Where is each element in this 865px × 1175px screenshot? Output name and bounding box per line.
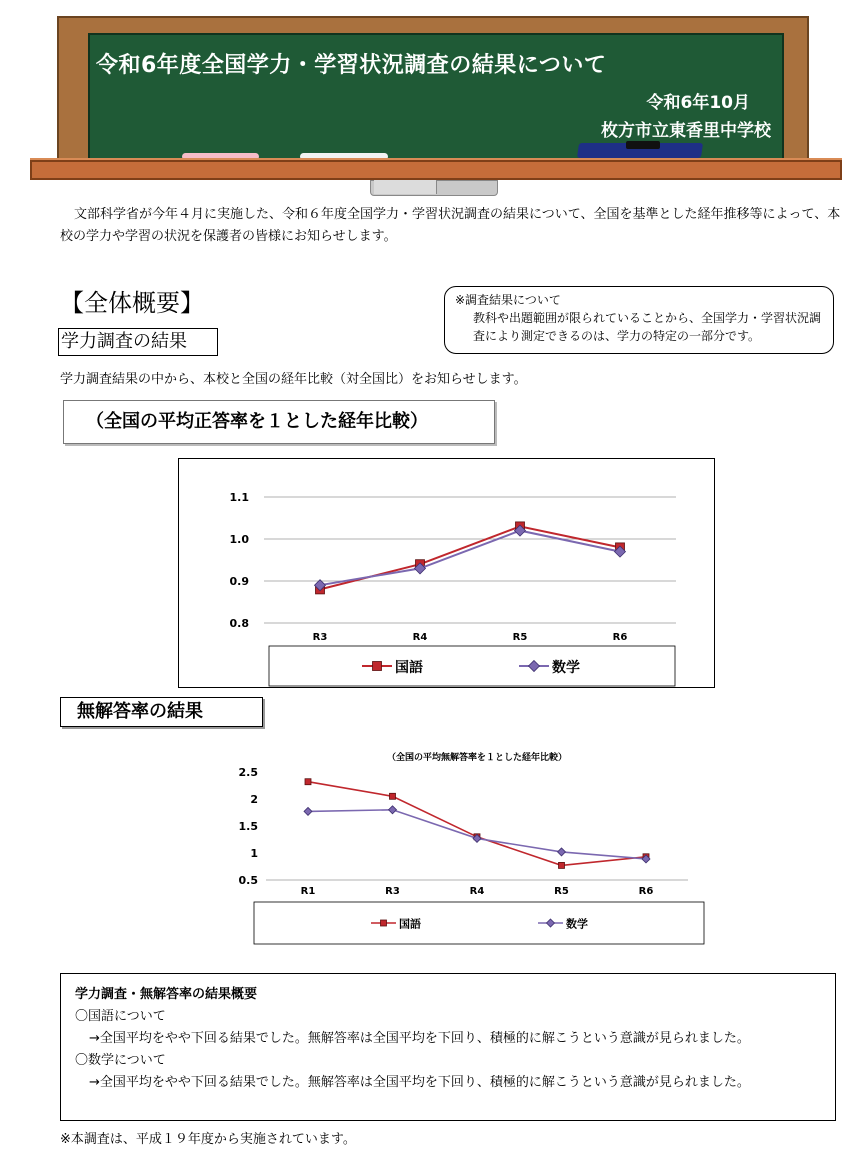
legend-label: 数学 bbox=[552, 660, 580, 676]
x-tick-label: R3 bbox=[312, 632, 328, 643]
no-answer-chart bbox=[178, 737, 710, 945]
summary-title: 学力調査・無解答率の結果概要 bbox=[75, 987, 258, 1002]
footnote: ※本調査は、平成１９年度から実施されています。 bbox=[60, 1132, 356, 1147]
summary-box bbox=[60, 973, 836, 1121]
x-tick-label: R4 bbox=[412, 632, 428, 643]
note-box bbox=[444, 286, 834, 354]
legend-box bbox=[254, 902, 704, 944]
summary-sugaku-head: 〇数学について bbox=[75, 1053, 166, 1068]
legend-marker bbox=[529, 661, 540, 672]
muka-heading: 無解答率の結果 bbox=[60, 697, 263, 727]
overview-heading: 【全体概要】 bbox=[60, 289, 204, 317]
data-point-sugaku bbox=[389, 806, 397, 814]
legend-marker bbox=[547, 919, 555, 927]
data-point-sugaku bbox=[304, 807, 312, 815]
gakuryoku-description: 学力調査結果の中から、本校と全国の経年比較（対全国比）をお知らせします。 bbox=[60, 372, 527, 387]
legend-label: 国語 bbox=[399, 917, 421, 931]
x-tick-label: R6 bbox=[638, 886, 654, 897]
legend-label: 数学 bbox=[566, 917, 588, 931]
x-tick-label: R5 bbox=[554, 886, 569, 897]
y-tick-label: 1.0 bbox=[229, 533, 249, 546]
legend-label: 国語 bbox=[395, 660, 423, 676]
x-tick-label: R1 bbox=[300, 886, 316, 897]
data-point-kokugo bbox=[305, 779, 311, 785]
note-body: 教科や出題範囲が限られていることから、全国学力・学習状況調査により測定できるのは、学力の特定の一部分です。 bbox=[473, 311, 822, 343]
legend-box bbox=[269, 646, 675, 686]
x-tick-label: R6 bbox=[612, 632, 628, 643]
y-tick-label: 2.5 bbox=[238, 766, 258, 779]
data-point-sugaku bbox=[558, 848, 566, 856]
y-tick-label: 2 bbox=[250, 793, 258, 806]
series-line-kokugo bbox=[308, 782, 646, 866]
y-tick-label: 0.9 bbox=[229, 575, 249, 588]
x-tick-label: R5 bbox=[512, 632, 528, 643]
summary-sugaku-body: →全国平均をやや下回る結果でした。無解答率は全国平均を下回り、積極的に解こうという意識が見られました。 bbox=[89, 1075, 750, 1090]
data-point-kokugo bbox=[390, 793, 396, 799]
compare-heading: （全国の平均正答率を１とした経年比較） bbox=[63, 400, 495, 444]
y-tick-label: 1.5 bbox=[238, 820, 258, 833]
legend-marker bbox=[381, 920, 387, 926]
x-tick-label: R4 bbox=[469, 886, 485, 897]
chalk-ledge bbox=[30, 160, 842, 180]
summary-kokugo-body: →全国平均をやや下回る結果でした。無解答率は全国平均を下回り、積極的に解こうという意識が見られました。 bbox=[89, 1031, 750, 1046]
no-answer-chart-svg bbox=[178, 737, 710, 945]
y-tick-label: 0.5 bbox=[238, 874, 258, 887]
y-tick-label: 0.8 bbox=[229, 617, 249, 630]
legend-marker bbox=[373, 662, 382, 671]
y-tick-label: 1 bbox=[250, 847, 258, 860]
accuracy-chart-svg bbox=[179, 459, 714, 687]
publish-date: 令和6年10月 bbox=[646, 93, 750, 113]
data-point-kokugo bbox=[559, 862, 565, 868]
school-name: 枚方市立東香里中学校 bbox=[601, 121, 771, 141]
intro-paragraph: 文部科学省が今年４月に実施した、令和６年度全国学力・学習状況調査の結果について、全国を基準とした経年推移等によって、本校の学力や学習の状況を保護者の皆様にお知らせします。 bbox=[60, 207, 841, 244]
series-line-kokugo bbox=[320, 526, 620, 589]
summary-kokugo-head: 〇国語について bbox=[75, 1009, 166, 1024]
eraser-felt bbox=[626, 141, 660, 149]
board-hook-left bbox=[374, 180, 437, 194]
page-title: 令和6年度全国学力・学習状況調査の結果について bbox=[96, 53, 607, 78]
gakuryoku-heading: 学力調査の結果 bbox=[58, 328, 218, 356]
chart-title: （全国の平均無解答率を１とした経年比較） bbox=[386, 753, 568, 763]
accuracy-chart bbox=[178, 458, 715, 688]
y-tick-label: 1.1 bbox=[229, 491, 249, 504]
note-title: ※調査結果について bbox=[455, 293, 561, 307]
x-tick-label: R3 bbox=[385, 886, 400, 897]
